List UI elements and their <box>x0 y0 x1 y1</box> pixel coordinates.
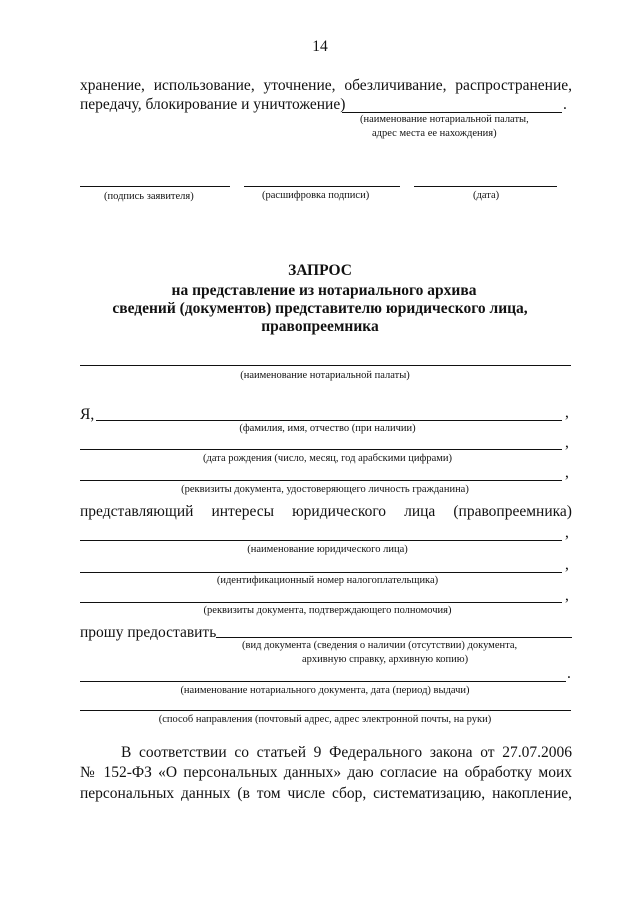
signature-caption: (подпись заявителя) <box>104 191 194 202</box>
legal-entity-field[interactable] <box>80 540 562 541</box>
inn-field[interactable] <box>80 572 562 573</box>
authority-document-caption: (реквизиты документа, подтверждающего полномочия) <box>203 605 452 616</box>
authority-comma: , <box>565 587 569 604</box>
notary-address-caption-a: (наименование нотариальной палаты, <box>360 114 529 125</box>
date-caption: (дата) <box>473 190 500 201</box>
rep-word-2: интересы <box>211 503 275 520</box>
rep-word-1: представляющий <box>80 503 194 520</box>
rep-word-4: лица <box>404 503 436 520</box>
birth-date-caption: (дата рождения (число, месяц, год арабскими цифрами) <box>203 453 452 464</box>
birth-date-field[interactable] <box>80 449 562 450</box>
inn-comma: , <box>565 556 569 573</box>
notarial-document-period-field[interactable] <box>80 681 566 682</box>
fio-comma: , <box>565 404 569 421</box>
request-label: прошу предоставить <box>80 624 217 641</box>
notary-chamber-field[interactable] <box>80 365 571 366</box>
id-document-caption: (реквизиты документа, удостоверяющего личность гражданина) <box>181 484 469 495</box>
delivery-method-field[interactable] <box>80 710 571 711</box>
fio-caption: (фамилия, имя, отчество (при наличии) <box>239 423 416 434</box>
top-text-line-2: передачу, блокирование и уничтожение) <box>80 96 346 113</box>
consent-line-2: № 152-ФЗ «О персональных данных» даю согласие на обработку моих <box>80 764 572 781</box>
id-document-field[interactable] <box>80 480 562 481</box>
request-title: ЗАПРОС <box>288 262 352 279</box>
document-type-caption-b: архивную справку, архивную копию) <box>302 654 469 665</box>
request-subtitle-1: на представление из нотариального архива <box>171 282 477 299</box>
authority-document-field[interactable] <box>80 602 562 603</box>
document-type-caption-a: (вид документа (сведения о наличии (отсутствии) документа, <box>242 640 518 651</box>
representing-line <box>80 503 572 521</box>
request-subtitle-3: правопреемника <box>261 318 379 335</box>
request-subtitle-2: сведений (документов) представителю юридического лица, <box>112 300 528 317</box>
signature-decode-field[interactable] <box>244 186 400 187</box>
id-comma: , <box>565 464 569 481</box>
document-type-field[interactable] <box>216 637 572 638</box>
inn-caption: (идентификационный номер налогоплательщика) <box>216 575 439 586</box>
consent-line-1: В соответствии со статьей 9 Федерального закона от 27.07.2006 <box>121 744 572 761</box>
period-end: . <box>567 665 571 682</box>
date-field[interactable] <box>414 186 557 187</box>
rep-word-5: (правопреемника) <box>453 503 572 520</box>
consent-line-3: персональных данных (в том числе сбор, систематизацию, накопление, <box>80 785 572 802</box>
signature-field[interactable] <box>80 186 230 187</box>
notary-address-field[interactable] <box>342 112 562 113</box>
birth-comma: , <box>565 434 569 451</box>
legal-entity-caption: (наименование юридического лица) <box>247 544 408 555</box>
notarial-document-period-caption: (наименование нотариального документа, дата (период) выдачи) <box>180 685 470 696</box>
top-text-line-1: хранение, использование, уточнение, обезличивание, распространение, <box>80 77 572 94</box>
notary-address-caption-b: адрес места ее нахождения) <box>372 128 497 139</box>
ya-label: Я, <box>80 406 95 423</box>
top-text-line-2-end: . <box>563 96 567 113</box>
notary-chamber-caption: (наименование нотариальной палаты) <box>240 370 410 381</box>
page-number: 14 <box>312 38 328 55</box>
signature-decode-caption: (расшифровка подписи) <box>262 190 370 201</box>
entity-comma: , <box>565 524 569 541</box>
fio-field[interactable] <box>96 420 562 421</box>
delivery-method-caption: (способ направления (почтовый адрес, адрес электронной почты, на руки) <box>158 714 492 725</box>
rep-word-3: юридического <box>292 503 387 520</box>
